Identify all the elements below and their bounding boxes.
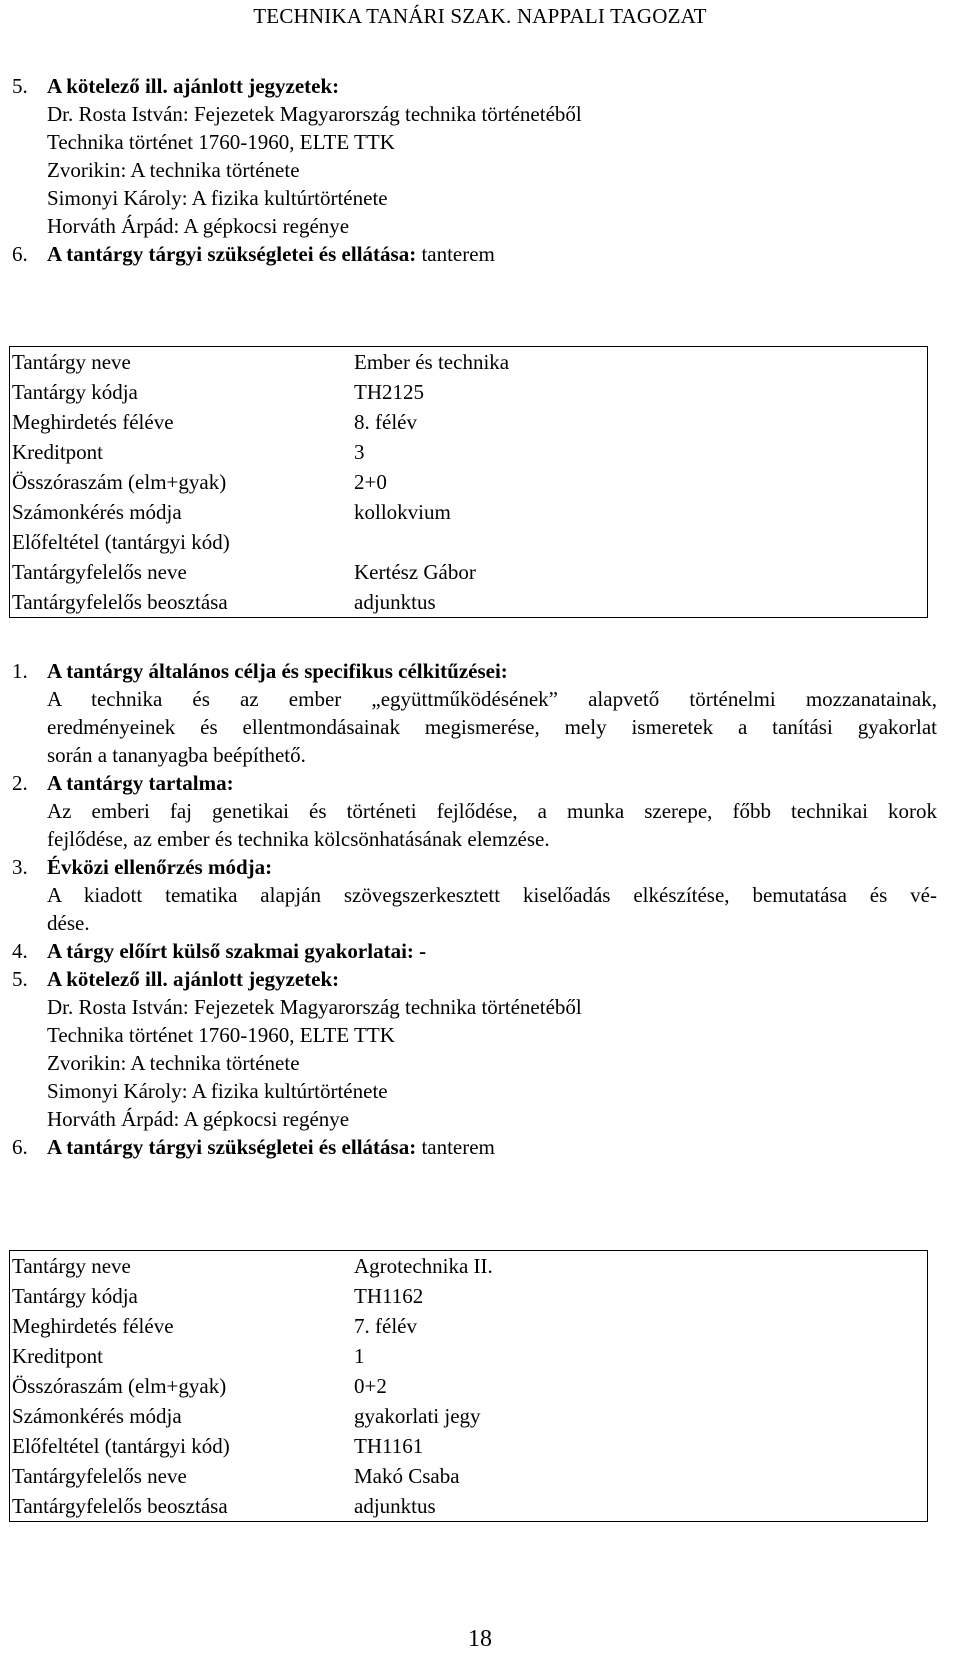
section-6-heading: 6. A tantárgy tárgyi szükségletei és ellátása: tanterem	[12, 1135, 495, 1159]
section-1-heading: 1. A tantárgy általános célja és specifikus célkitűzései:	[12, 659, 508, 683]
table-row: Tantárgy neve Agrotechnika II.	[12, 1254, 493, 1278]
reading-item: Technika történet 1760-1960, ELTE TTK	[47, 130, 395, 154]
paragraph-line: eredményeinek és ellentmondásainak megismerése, mely ismeretek a tanítási gyakorlat	[47, 715, 937, 739]
course-info-table	[9, 1250, 928, 1522]
table-row: Kreditpont 3	[12, 440, 365, 464]
reading-item: Simonyi Károly: A fizika kultúrtörténete	[47, 186, 388, 210]
table-row: Tantárgyfelelős neve Kertész Gábor	[12, 560, 476, 584]
section-2-body	[12, 797, 937, 853]
reading-item: Dr. Rosta István: Fejezetek Magyarország technika történetéből	[47, 102, 582, 126]
paragraph-line: során a tananyagba beépíthető.	[47, 743, 306, 767]
reading-item: Technika történet 1760-1960, ELTE TTK	[47, 1023, 395, 1047]
table-row: Előfeltétel (tantárgyi kód)	[12, 530, 230, 554]
paragraph-line: fejlődése, az ember és technika kölcsönhatásának elemzése.	[47, 827, 550, 851]
section-5-heading: 5. A kötelező ill. ajánlott jegyzetek:	[12, 74, 340, 98]
section-1-body	[12, 685, 937, 769]
course-info-table	[9, 346, 928, 618]
table-row: Számonkérés módja gyakorlati jegy	[12, 1404, 481, 1428]
table-row: Tantárgyfelelős neve Makó Csaba	[12, 1464, 460, 1488]
table-row: Tantárgy kódja TH2125	[12, 380, 424, 404]
paragraph-line: A kiadott tematika alapján szövegszerkesztett kiselőadás elkészítése, bemutatása és vé-	[47, 883, 937, 907]
course-description	[12, 657, 937, 1161]
section-5-heading: 5. A kötelező ill. ajánlott jegyzetek:	[12, 967, 340, 991]
reading-item: Simonyi Károly: A fizika kultúrtörténete	[47, 1079, 388, 1103]
reading-item: Horváth Árpád: A gépkocsi regénye	[47, 214, 350, 238]
reading-item: Zvorikin: A technika története	[47, 158, 300, 182]
page-header: TECHNIKA TANÁRI SZAK. NAPPALI TAGOZAT	[253, 4, 707, 28]
table-row: Összóraszám (elm+gyak) 0+2	[12, 1374, 387, 1398]
table-row: Tantárgyfelelős beosztása adjunktus	[12, 590, 436, 614]
section-3-body	[12, 881, 937, 937]
table-row: Számonkérés módja kollokvium	[12, 500, 451, 524]
section-4-heading: 4. A tárgy előírt külső szakmai gyakorlatai: -	[12, 939, 427, 963]
table-row: Meghirdetés féléve 7. félév	[12, 1314, 417, 1338]
section-3-heading: 3. Évközi ellenőrzés módja:	[12, 855, 273, 879]
paragraph-line: dése.	[47, 911, 90, 935]
table-row: Tantárgy kódja TH1162	[12, 1284, 424, 1308]
table-row: Előfeltétel (tantárgyi kód) TH1161	[12, 1434, 424, 1458]
reading-item: Dr. Rosta István: Fejezetek Magyarország technika történetéből	[47, 995, 582, 1019]
reading-item: Horváth Árpád: A gépkocsi regénye	[47, 1107, 350, 1131]
section-6-heading: 6. A tantárgy tárgyi szükségletei és ellátása: tanterem	[12, 242, 495, 266]
table-row: Tantárgy neve Ember és technika	[12, 350, 510, 374]
paragraph-line: Az emberi faj genetikai és történeti fejlődése, a munka szerepe, főbb technikai korok	[47, 799, 937, 823]
section-2-heading: 2. A tantárgy tartalma:	[12, 771, 234, 795]
paragraph-line: A technika és az ember „együttműködésének” alapvető történelmi mozzanatainak,	[47, 687, 937, 711]
table-row: Tantárgyfelelős beosztása adjunktus	[12, 1494, 436, 1518]
table-row: Meghirdetés féléve 8. félév	[12, 410, 417, 434]
table-row: Összóraszám (elm+gyak) 2+0	[12, 470, 387, 494]
top-section	[12, 72, 937, 268]
page-number: 18	[468, 1626, 492, 1652]
reading-item: Zvorikin: A technika története	[47, 1051, 300, 1075]
table-row: Kreditpont 1	[12, 1344, 365, 1368]
